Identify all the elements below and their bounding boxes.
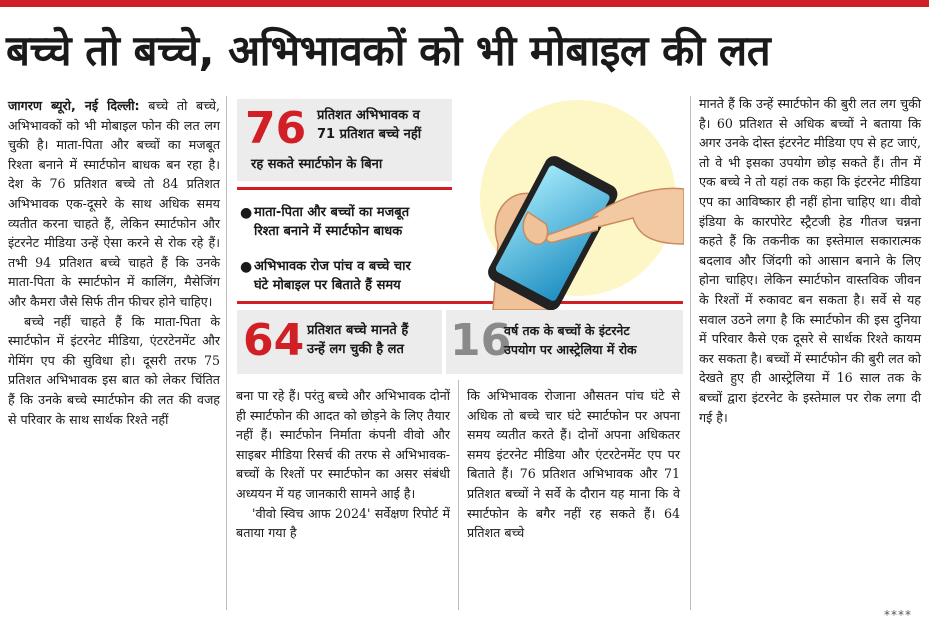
stat-number: 76 <box>245 103 307 154</box>
divider-line <box>237 187 452 190</box>
column-divider <box>690 96 691 610</box>
stat-text-line: प्रतिशत बच्चे मानते हैं <box>307 323 409 338</box>
bullet-text-line: अभिभावक रोज पांच व बच्चे चार <box>254 259 411 274</box>
stat-box-16 <box>446 310 683 374</box>
bullet-item <box>240 257 450 295</box>
top-red-bar <box>0 0 929 7</box>
footer-mark: **** <box>884 608 912 622</box>
stat-text-line: 71 प्रतिशत बच्चे नहीं <box>317 127 422 142</box>
article-column-4 <box>699 94 921 427</box>
bullet-text-line: रिश्ता बनाने में स्मार्टफोन बाधक <box>254 224 403 239</box>
bullet-text-line: माता-पिता और बच्चों का मजबूत <box>254 205 410 220</box>
article-column-2 <box>236 386 450 543</box>
paragraph: मानते हैं कि उन्हें स्मार्टफोन की बुरी लत लग चुकी है। 60 प्रतिशत से अधिक बच्चों ने बताया कि अगर उनके दोस्त इंटरनेट मीडिया एप से हट जाएं, तो वे भी इसका उपयोग छोड़ सकते हैं। तीन में एक बच्चे ने तो यहां तक कहा कि इंटरनेट मीडिया एप का आविष्कार ही नहीं होना चाहिए था। वीवो इंडिया के कारपोरेट स्ट्रैटजी हेड गीतज चन्नना कहते हैं कि तकनीक का इस्तेमाल सकारात्मक बदलाव और जिंदगी को आसान बनाने के लिए होना चाहिए। लेकिन स्मार्टफोन वास्तविक जीवन के रिश्तों में रुकावट बन सकता है। सर्वे से यह सवाल उठने लगा है कि स्मार्टफोन की इस दुनिया में परिवार कैसे एक दूसरे से सार्थक रिश्ते कायम कर सकता है। बच्चों में स्मार्टफोन की बुरी लत को देखते हुए ही आस्ट्रेलिया में 16 साल तक के बच्चों द्वारा इंटरनेट के इस्तेमाल पर रोक लगा दी गई है। <box>699 96 921 425</box>
column-divider <box>458 380 459 610</box>
paragraph: बच्चे नहीं चाहते हैं कि माता-पिता के स्मार्टफोन में इंटरनेट मीडिया, एंटरटेनमेंट और गेमिंग एप की सुविधा हो। दूसरी तरफ 75 प्रतिशत अभिभावक इस बात को लेकर चिंतित हैं कि उनके बच्चे स्मार्टफोन की लत की वजह से परिवार के साथ सार्थक रिश्ते नहीं <box>8 313 220 427</box>
stat-number: 64 <box>243 315 305 366</box>
paragraph: 'वीवो स्विच आफ 2024' सर्वेक्षण रिपोर्ट में बताया गया है <box>236 505 450 541</box>
stat-text-line: उपयोग पर आस्ट्रेलिया में रोक <box>504 342 637 357</box>
stat-text-line: प्रतिशत अभिभावक व <box>317 108 420 123</box>
stat-box-76 <box>237 99 452 181</box>
column-divider <box>226 96 227 610</box>
paragraph-text: बच्चे तो बच्चे, अभिभावकों को भी मोबाइल फोन की लत लग चुकी है। माता-पिता और बच्चों का मजबूत रिश्ता बनाने में स्मार्टफोन बाधक बन रहा है। देश के 76 प्रतिशत बच्चे तो 84 प्रतिशत अभिभावक एक-दूसरे के साथ अधिक समय व्यतीत करना चाहते हैं, लेकिन स्मार्टफोन और इंटरनेट मीडिया उन्हें ऐसा करने से रोक रहे हैं। तभी 94 प्रतिशत बच्चे चाहते हैं कि उनके माता-पिता के स्मार्टफोन में कालिंग, मैसेजिंग और कैमरा जैसे सिर्फ तीन फीचर होने चाहिए। <box>8 98 220 309</box>
article-column-3 <box>467 386 680 543</box>
bullet-item <box>240 203 450 241</box>
stat-number: 16 <box>450 315 512 366</box>
paragraph: बना पा रहे हैं। परंतु बच्चे और अभिभावक दोनों ही स्मार्टफोन की आदत को छोड़ने के लिए तैयार नहीं हैं। स्मार्टफोन निर्माता कंपनी वीवो और साइबर मीडिया रिसर्च की तरफ से अभिभावक-बच्चों के रिश्तों पर स्मार्टफोन का असर संबंधी अध्ययन में यह जानकारी सामने आई है। <box>236 388 450 501</box>
phone-in-hands-illustration <box>458 94 684 310</box>
paragraph: कि अभिभावक रोजाना औसतन पांच घंटे से अधिक तो बच्चे चार घंटे स्मार्टफोन पर अपना समय व्यतीत करते हैं। दोनों अपना अधिकतर समय इंटरनेट मीडिया और एंटरटेनमेंट एप पर बिताते हैं। 76 प्रतिशत अभिभावक और 71 प्रतिशत बच्चों ने सर्वे के दौरान यह माना कि वे स्मार्टफोन के बगैर नहीं रह सकते हैं। 64 प्रतिशत बच्चे <box>467 388 680 541</box>
stat-text-line: वर्ष तक के बच्चों के इंटरनेट <box>504 323 630 338</box>
bullet-icon: ● <box>240 259 253 275</box>
bullet-icon: ● <box>240 205 253 221</box>
headline: बच्चे तो बच्चे, अभिभावकों को भी मोबाइल की लत <box>6 26 771 75</box>
stat-text-line: रह सकते स्मार्टफोन के बिना <box>251 157 383 172</box>
dateline: जागरण ब्यूरो, नई दिल्ली: <box>8 98 140 113</box>
bullet-text-line: घंटे मोबाइल पर बिताते हैं समय <box>254 278 401 293</box>
stat-box-64 <box>237 310 442 374</box>
stat-text-line: उन्हें लग चुकी है लत <box>307 342 404 357</box>
paragraph <box>8 96 220 312</box>
article-column-1 <box>8 96 220 429</box>
